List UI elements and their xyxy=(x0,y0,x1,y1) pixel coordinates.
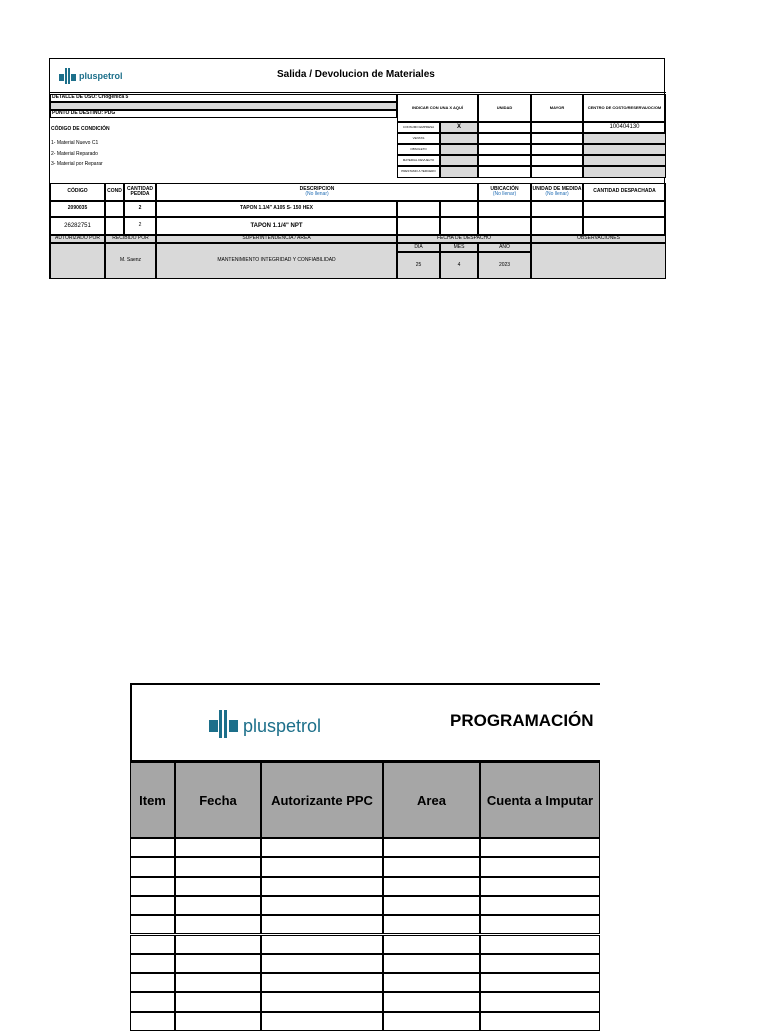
table-cell xyxy=(383,838,480,857)
item-blank xyxy=(397,201,440,217)
autorizado-label: AUTORIZADO POR xyxy=(50,235,105,243)
table-cell xyxy=(175,992,261,1011)
col-ubicacion xyxy=(478,183,531,201)
item-descripcion: TAPON 1.1/4" A105 S- 150 HEX xyxy=(156,201,397,217)
col-descripcion xyxy=(156,183,478,201)
unidad-medida-label: UNIDAD DE MEDIDA xyxy=(532,185,582,192)
item-cond xyxy=(105,217,124,235)
mayor-cell xyxy=(531,155,583,166)
condicion-1: 1- Material Nuevo C1 xyxy=(51,140,99,146)
ubicacion-label: UBICACIÓN xyxy=(490,185,519,192)
table-cell xyxy=(130,992,175,1011)
item-despachada xyxy=(583,217,666,235)
brand-name: pluspetrol xyxy=(79,71,123,81)
col-cantidad-despachada: CANTIDAD DESPACHADA xyxy=(583,183,666,201)
col-cond: COND xyxy=(105,183,124,201)
superintendencia-label: SUPERINTENDENCIA / AREA xyxy=(156,235,397,243)
table-cell xyxy=(261,896,383,915)
no-llenar-note: (No llenar) xyxy=(545,191,569,197)
table-cell xyxy=(383,1012,480,1031)
table-cell xyxy=(480,992,600,1011)
table-cell xyxy=(130,877,175,896)
option-mark xyxy=(440,155,478,166)
table-cell xyxy=(175,935,261,954)
column-header: Fecha xyxy=(175,762,261,838)
anio-value: 2023 xyxy=(478,252,531,279)
pluspetrol-logo-icon xyxy=(59,66,77,86)
table-cell xyxy=(130,915,175,934)
table-cell xyxy=(480,857,600,876)
table-cell xyxy=(130,838,175,857)
pluspetrol-logo-icon xyxy=(209,706,239,742)
programacion-sheet xyxy=(130,683,600,1024)
table-cell xyxy=(261,1012,383,1031)
option-label: MATERIAL DEVUELTO xyxy=(397,155,440,166)
unidad-header: UNIDAD xyxy=(478,94,531,122)
form-title: Salida / Devolucion de Materiales xyxy=(277,69,435,80)
item-descripcion: TAPON 1.1/4" NPT xyxy=(156,217,397,235)
unidad-cell xyxy=(478,133,531,144)
table-cell xyxy=(175,877,261,896)
item-despachada xyxy=(583,201,666,217)
item-ubicacion xyxy=(478,201,531,217)
centro-cell xyxy=(583,144,666,155)
area-value: MANTENIMIENTO INTEGRIDAD Y CONFIABILIDAD xyxy=(156,243,397,279)
item-blank xyxy=(440,201,478,217)
item-codigo: 26282751 xyxy=(50,217,105,235)
table-cell xyxy=(175,838,261,857)
option-label: VENTAS xyxy=(397,133,440,144)
unidad-cell xyxy=(478,122,531,133)
col-unidad-medida xyxy=(531,183,583,201)
material-form xyxy=(49,58,665,279)
table-cell xyxy=(130,857,175,876)
item-cond xyxy=(105,201,124,217)
table-cell xyxy=(130,1012,175,1031)
fecha-despacho-label: FECHA DE DESPACHO xyxy=(397,235,531,243)
recibido-label: RECIBIDO POR xyxy=(105,235,156,243)
centro-cell xyxy=(583,166,666,178)
autorizado-value xyxy=(50,243,105,279)
observaciones-label: OBSERVACIONES xyxy=(531,235,666,243)
item-cantidad: 2 xyxy=(124,201,156,217)
indicar-header: INDICAR CON UNA X AQUÍ xyxy=(397,94,478,122)
table-cell xyxy=(383,973,480,992)
table-cell xyxy=(175,896,261,915)
col-codigo: CÓDIGO xyxy=(50,183,105,201)
unidad-cell xyxy=(478,166,531,178)
item-unidad xyxy=(531,201,583,217)
no-llenar-note: (No llenar) xyxy=(305,191,329,197)
brand-name: pluspetrol xyxy=(243,716,322,736)
table-cell xyxy=(383,935,480,954)
unidad-cell xyxy=(478,155,531,166)
mayor-cell xyxy=(531,166,583,178)
table-cell xyxy=(383,896,480,915)
item-unidad xyxy=(531,217,583,235)
table-cell xyxy=(130,954,175,973)
condicion-3: 3- Material por Reparar xyxy=(51,161,103,167)
centro-value: 100404130 xyxy=(583,122,666,133)
item-ubicacion xyxy=(478,217,531,235)
dia-label: DIA xyxy=(397,243,440,252)
option-label: OBSOLETO xyxy=(397,144,440,155)
mayor-cell xyxy=(531,133,583,144)
mes-label: MES xyxy=(440,243,478,252)
observaciones-value xyxy=(531,243,666,279)
item-blank xyxy=(440,217,478,235)
dia-value: 25 xyxy=(397,252,440,279)
option-mark: X xyxy=(440,122,478,133)
option-mark xyxy=(440,144,478,155)
item-codigo: 2090035 xyxy=(50,201,105,217)
table-cell xyxy=(175,915,261,934)
table-cell xyxy=(480,838,600,857)
detalle-uso: DETALLE DE USO: Criogenica 5 xyxy=(50,94,397,102)
table-cell xyxy=(480,973,600,992)
option-mark xyxy=(440,166,478,178)
punto-destino: PUNTO DE DESTINO: PDG xyxy=(50,110,397,118)
col-cantidad: CANTIDAD PEDIDA xyxy=(124,183,156,201)
mayor-cell xyxy=(531,122,583,133)
recibido-value: M. Saenz xyxy=(105,243,156,279)
centro-cell xyxy=(583,155,666,166)
table-cell xyxy=(175,857,261,876)
condicion-2: 2- Material Reparado xyxy=(51,151,98,157)
option-label: PRESTAMO A TERCERO xyxy=(397,166,440,178)
table-cell xyxy=(175,973,261,992)
table-cell xyxy=(383,877,480,896)
mayor-cell xyxy=(531,144,583,155)
table-cell xyxy=(261,935,383,954)
mes-value: 4 xyxy=(440,252,478,279)
table-cell xyxy=(261,857,383,876)
table-cell xyxy=(383,857,480,876)
item-blank xyxy=(397,217,440,235)
codigo-condicion-label: CÓDIGO DE CONDICIÓN xyxy=(51,126,110,132)
table-cell xyxy=(480,1012,600,1031)
unidad-cell xyxy=(478,144,531,155)
table-cell xyxy=(261,877,383,896)
blank-gray-row xyxy=(50,102,397,110)
table-cell xyxy=(480,954,600,973)
column-header: Item xyxy=(130,762,175,838)
descripcion-label: DESCRIPCION xyxy=(299,185,335,192)
table-cell xyxy=(261,992,383,1011)
table-cell xyxy=(175,954,261,973)
table-cell xyxy=(261,915,383,934)
table-cell xyxy=(480,915,600,934)
column-header: Area xyxy=(383,762,480,838)
mayor-header: MAYOR xyxy=(531,94,583,122)
table-cell xyxy=(130,935,175,954)
column-header: Cuenta a Imputar xyxy=(480,762,600,838)
option-mark xyxy=(440,133,478,144)
table-cell xyxy=(480,935,600,954)
table-cell xyxy=(130,973,175,992)
table-cell xyxy=(383,992,480,1011)
table-cell xyxy=(130,896,175,915)
table-cell xyxy=(383,954,480,973)
column-header: Autorizante PPC xyxy=(261,762,383,838)
table-cell xyxy=(480,877,600,896)
table-cell xyxy=(261,954,383,973)
anio-label: AÑO xyxy=(478,243,531,252)
table-cell xyxy=(175,1012,261,1031)
centro-header: CENTRO DE COSTO/RESERVA/OC/OM xyxy=(583,94,666,122)
table-cell xyxy=(480,896,600,915)
table-cell xyxy=(383,915,480,934)
table-cell xyxy=(261,838,383,857)
table-cell xyxy=(261,973,383,992)
no-llenar-note: (No llenar) xyxy=(492,191,517,197)
centro-cell xyxy=(583,133,666,144)
item-cantidad: 2 xyxy=(124,217,156,235)
option-label: CONSUMO EMPRESA xyxy=(397,122,440,133)
programacion-title: PROGRAMACIÓN xyxy=(450,711,594,730)
